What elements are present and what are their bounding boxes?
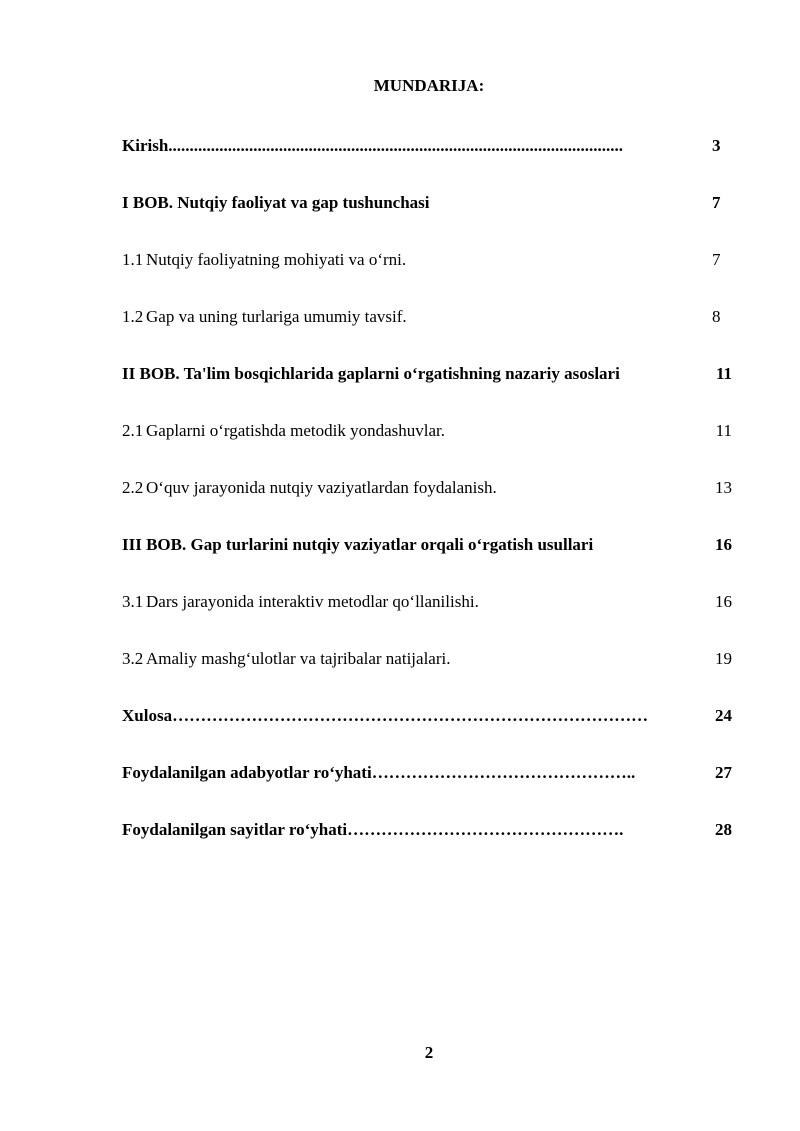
toc-entry-page: 27	[715, 763, 732, 782]
toc-entry-number: 1.1	[122, 250, 144, 269]
toc-entry-page: 13	[715, 478, 732, 497]
toc-entry-label	[122, 419, 445, 443]
toc-entry-label: I BOB. Nutqiy faoliyat va gap tushunchasi	[122, 193, 430, 212]
toc-entry-chapter-2	[122, 362, 732, 386]
toc-entry-number: 3.2	[122, 649, 144, 668]
toc-entry-label: Foydalanilgan sayitlar ro‘yhati………………………………………….	[122, 820, 624, 839]
toc-entry-label: Xulosa…………………………………………………………………………	[122, 706, 649, 725]
toc-entry-label: Foydalanilgan adabyotlar ro‘yhati………………………………………..	[122, 763, 636, 782]
toc-entry-text: Gap va uning turlariga umumiy tavsif.	[146, 307, 407, 326]
toc-entry-number: 1.2	[122, 307, 144, 326]
page-number: 2	[424, 1043, 434, 1062]
toc-entry-xulosa	[122, 704, 732, 728]
toc-entry-label	[122, 647, 450, 671]
toc-entry-page: 28	[715, 820, 732, 839]
toc-entry-number: 2.1	[122, 421, 144, 440]
toc-entry-text: Dars jarayonida interaktiv metodlar qo‘llanilishi.	[146, 592, 479, 611]
toc-entry-page: 19	[715, 649, 732, 668]
toc-entry-page: 24	[715, 706, 732, 725]
toc-entry-text: Nutqiy faoliyatning mohiyati va o‘rni.	[146, 250, 407, 269]
toc-entry-kirish	[122, 134, 732, 158]
toc-entry-section-3-1	[122, 590, 732, 614]
toc-entry-page: 3	[712, 136, 721, 155]
toc-entry-chapter-1	[122, 191, 732, 215]
toc-entry-label: Kirish...........................................................................................................	[122, 136, 624, 155]
toc-entry-chapter-3	[122, 533, 732, 557]
toc-entry-page: 7	[712, 193, 721, 212]
toc-entry-bibliography	[122, 761, 732, 785]
toc-entry-label	[122, 476, 497, 500]
toc-entry-label	[122, 590, 479, 614]
toc-entry-text: Gaplarni o‘rgatishda metodik yondashuvlar.	[146, 421, 446, 440]
toc-entry-section-3-2	[122, 647, 732, 671]
toc-entry-label: III BOB. Gap turlarini nutqiy vaziyatlar orqali o‘rgatish usullari	[122, 535, 594, 554]
toc-entry-page: 16	[715, 592, 732, 611]
toc-entry-page: 16	[715, 535, 732, 554]
toc-entry-section-1-2	[122, 305, 732, 329]
toc-entry-number: 3.1	[122, 592, 144, 611]
toc-entry-label: II BOB. Ta'lim bosqichlarida gaplarni o‘rgatishning nazariy asoslari	[122, 364, 620, 383]
toc-entry-label	[122, 305, 407, 329]
toc-entry-section-2-1	[122, 419, 732, 443]
toc-entry-page: 11	[715, 421, 732, 440]
toc-entry-section-2-2	[122, 476, 732, 500]
toc-entry-page: 11	[715, 364, 732, 383]
toc-entry-number: 2.2	[122, 478, 144, 497]
toc-entry-page: 7	[712, 250, 721, 269]
toc-entry-websites	[122, 818, 732, 842]
toc-entry-page: 8	[712, 307, 721, 326]
toc-entry-text: Amaliy mashg‘ulotlar va tajribalar natijalari.	[146, 649, 451, 668]
page-title: MUNDARIJA:	[373, 76, 485, 95]
toc-entry-section-1-1	[122, 248, 732, 272]
toc-entry-text: O‘quv jarayonida nutqiy vaziyatlardan foydalanish.	[146, 478, 497, 497]
toc-entry-label	[122, 248, 406, 272]
